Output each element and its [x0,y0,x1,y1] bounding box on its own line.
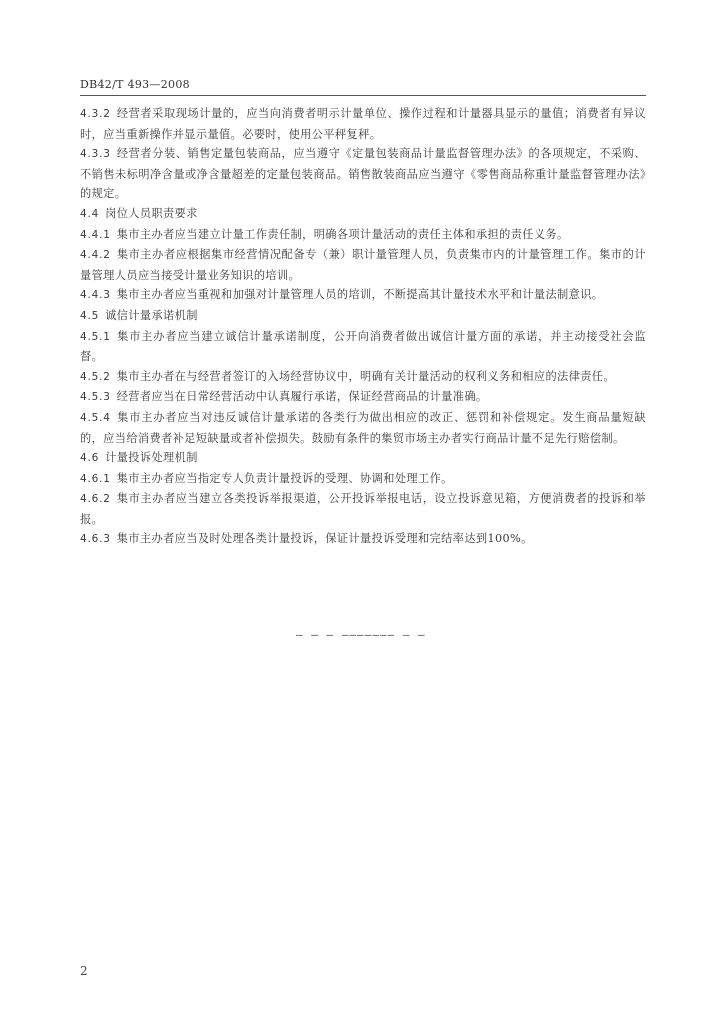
clause-text: 集市主办者应当建立诚信计量承诺制度，公开向消费者做出诚信计量方面的承诺，并主动接受社会监督。 [80,329,646,364]
clause-number: 4.3.2 [80,108,111,120]
clause-number: 4.5.4 [80,411,111,424]
clause-text: 经营者应当在日常经营活动中认真履行承诺，保证经营商品的计量准确。 [116,390,488,404]
clause-number: 4.4 [80,207,100,220]
clause-number: 4.4.2 [80,249,111,262]
clause-text: 计量投诉处理机制 [105,451,198,465]
clause-paragraph [80,245,646,285]
clause-text: 集市主办者应根据集市经营情况配备专（兼）职计量管理人员，负责集市内的计量管理工作。集市的计量管理人员应当接受计量业务知识的培训。 [80,248,646,282]
clause-paragraph [80,285,646,306]
clause-text: 诚信计量承诺机制 [105,308,198,322]
clause-number: 4.6.3 [80,533,111,546]
clause-paragraph [80,144,646,204]
clause-text: 集市主办者应当对违反诚信计量承诺的各类行为做出相应的改正、惩罚和补偿规定。发生商品量短缺的，应当给消费者补足短缺量或者补偿损失。鼓励有条件的集贸市场主办者实行商品计量不足先行赔偿制。 [80,410,646,445]
clause-paragraph [80,529,646,550]
clause-number: 4.4.1 [80,228,111,241]
clause-paragraph [80,367,646,388]
clause-paragraph [80,489,646,529]
clause-text: 集市主办者应当建立各类投诉举报渠道，公开投诉举报电话，设立投诉意见箱，方便消费者的投诉和举报。 [80,492,646,526]
clause-text: 经营者分装、销售定量包装商品，应当遵守《定量包装商品计量监督管理办法》的各项规定，不采购、不销售未标明净含量或净含量超差的定量包装商品。销售散装商品应当遵守《零售商品称重计量监督管理办法》的规定。 [80,147,646,201]
section-heading [80,448,646,469]
clause-paragraph [80,225,646,246]
clause-number: 4.3.3 [80,148,111,161]
page-number: 2 [80,964,88,978]
clause-number: 4.6.2 [80,493,111,506]
clause-paragraph [80,104,646,144]
clause-text: 集市主办者应当重视和加强对计量管理人员的培训，不断提高其计量技术水平和计量法制意识。 [116,288,604,302]
clause-number: 4.4.3 [80,289,111,302]
section-heading [80,306,646,327]
header-divider [80,95,646,96]
document-body [80,104,646,550]
clause-paragraph [80,327,646,367]
clause-number: 4.5.1 [80,330,111,343]
clause-text: 经营者采取现场计量的，应当向消费者明示计量单位、操作过程和计量器具显示的量值；消费者有异议时，应当重新操作并显示量值。必要时，使用公平秤复秤。 [80,107,646,141]
clause-text: 集市主办者应当指定专人负责计量投诉的受理、协调和处理工作。 [116,471,453,485]
clause-number: 4.5.3 [80,391,111,404]
clause-paragraph [80,408,646,448]
clause-text: 集市主办者在与经营者签订的入场经营协议中，明确有关计量活动的权利义务和相应的法律责任。 [116,369,615,383]
clause-text: 岗位人员职责要求 [105,206,198,220]
section-heading [80,204,646,225]
clause-text: 集市主办者应当及时处理各类计量投诉，保证计量投诉受理和完结率达到100%。 [116,532,533,546]
clause-paragraph [80,469,646,490]
clause-number: 4.5 [80,309,100,322]
clause-number: 4.6 [80,452,100,465]
document-id-header: DB42/T 493—2008 [80,78,190,91]
clause-number: 4.5.2 [80,370,111,383]
clause-paragraph [80,387,646,408]
clause-number: 4.6.1 [80,472,111,485]
clause-text: 集市主办者应当建立计量工作责任制，明确各项计量活动的责任主体和承担的责任义务。 [116,227,569,241]
end-of-text-mark: — — — ——————— — — [296,628,426,641]
